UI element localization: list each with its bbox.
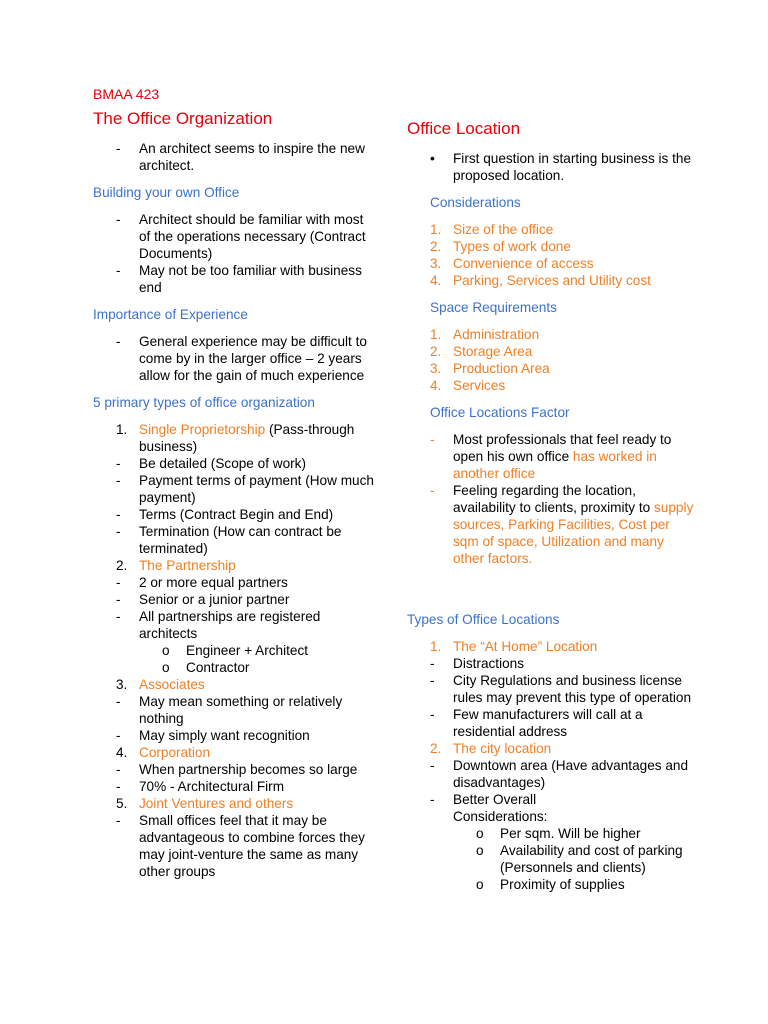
numbered-item: 5. Joint Ventures and others [116,796,294,811]
list-item: - Senior or a junior partner [116,592,290,607]
page-title: The Office Organization [93,109,273,128]
section-heading-types: 5 primary types of office organization [93,395,315,410]
list-item: - Terms (Contract Begin and End) [116,507,334,522]
circle-bullet-icon: o [162,643,170,658]
list-item: - Payment terms of payment (How much payment) [116,473,374,505]
list-item: - Feeling regarding the location, availability to clients, proximity to supply sources, Parking Facilities, Cost per sqm of space, Utilization and many other factors. [430,483,694,566]
course-code: BMAA 423 [93,86,160,102]
list-item: - All partnerships are registered architects [116,609,321,641]
section-heading-building: Building your own Office [93,185,240,200]
sub-list-item: o Contractor [162,660,250,675]
circle-bullet-icon: o [476,826,484,841]
numbered-item: 2. Types of work done [430,239,571,254]
numbered-item: 3. Convenience of access [430,256,594,271]
dot-bullet-icon: • [430,150,435,166]
list-item: - Architect should be familiar with most of the operations necessary (Contract Documents) [116,212,366,261]
numbered-item: 3. Production Area [430,361,550,376]
left-column [93,86,378,880]
section-heading-experience: Importance of Experience [93,307,248,322]
org-type-name: Associates [139,677,205,692]
circle-bullet-icon: o [476,843,484,858]
sub-list-item: o Availability and cost of parking (Personnels and clients) [476,843,683,875]
list-item: - 2 or more equal partners [116,575,288,590]
numbered-item: 4. Parking, Services and Utility cost [430,273,651,288]
org-type-name: Single Proprietorship [139,422,266,437]
list-item: - Termination (How can contract be terminated) [116,524,342,556]
org-type-name: The Partnership [139,558,236,573]
section-title-location: Office Location [407,119,521,138]
list-item: - Be detailed (Scope of work) [116,456,306,471]
circle-bullet-icon: o [162,660,170,675]
list-item: - May not be too familiar with business end [116,263,362,295]
section-heading-location-types: Types of Office Locations [407,612,560,627]
numbered-item: 2. The Partnership [116,558,236,573]
list-item: - General experience may be difficult to come by in the larger office – 2 years allow for the gain of much experience [116,334,367,383]
org-type-name: Corporation [139,745,211,760]
numbered-item: 1. Administration [430,327,540,342]
list-item: - Most professionals that feel ready to open his own office has worked in another office [430,432,672,481]
sub-list-item: o Per sqm. Will be higher [476,826,641,841]
list-item: - Distractions [430,656,525,671]
numbered-item: 4. Corporation [116,745,211,760]
right-column [407,118,697,893]
numbered-item: 1. Single Proprietorship (Pass-through business) [116,422,355,454]
sub-list-item: o Proximity of supplies [476,877,625,892]
list-item: - May simply want recognition [116,728,310,743]
section-heading-considerations: Considerations [430,195,521,210]
list-item: - An architect seems to inspire the new architect. [116,141,365,173]
list-item: - Better Overall Considerations: [430,792,548,824]
list-item: - Downtown area (Have advantages and disadvantages) [430,758,689,790]
numbered-item: 2. The city location [430,741,552,756]
list-item: - May mean something or relatively nothing [116,694,343,726]
list-item: - Small offices feel that it may be advantageous to combine forces they may joint-venture the same as many other groups [116,813,365,879]
list-item: - City Regulations and business license rules may prevent this type of operation [430,673,692,705]
list-item: - When partnership becomes so large [116,762,358,777]
intro-text: An architect seems to inspire the new architect. [139,141,365,173]
numbered-item: 4. Services [430,378,506,393]
numbered-item: 2. Storage Area [430,344,533,359]
section-heading-factor: Office Locations Factor [430,405,570,420]
numbered-item: 3. Associates [116,677,205,692]
org-type-name: Joint Ventures and others [139,796,294,811]
list-item: - Few manufacturers will call at a residential address [430,707,643,739]
sub-list-item: o Engineer + Architect [162,643,309,658]
section-heading-space: Space Requirements [430,300,557,315]
numbered-item: 1. The “At Home” Location [430,639,598,654]
circle-bullet-icon: o [476,877,484,892]
list-item: • First question in starting business is the proposed location. [430,150,692,183]
numbered-item: 1. Size of the office [430,222,554,237]
list-item: - 70% - Architectural Firm [116,779,285,794]
